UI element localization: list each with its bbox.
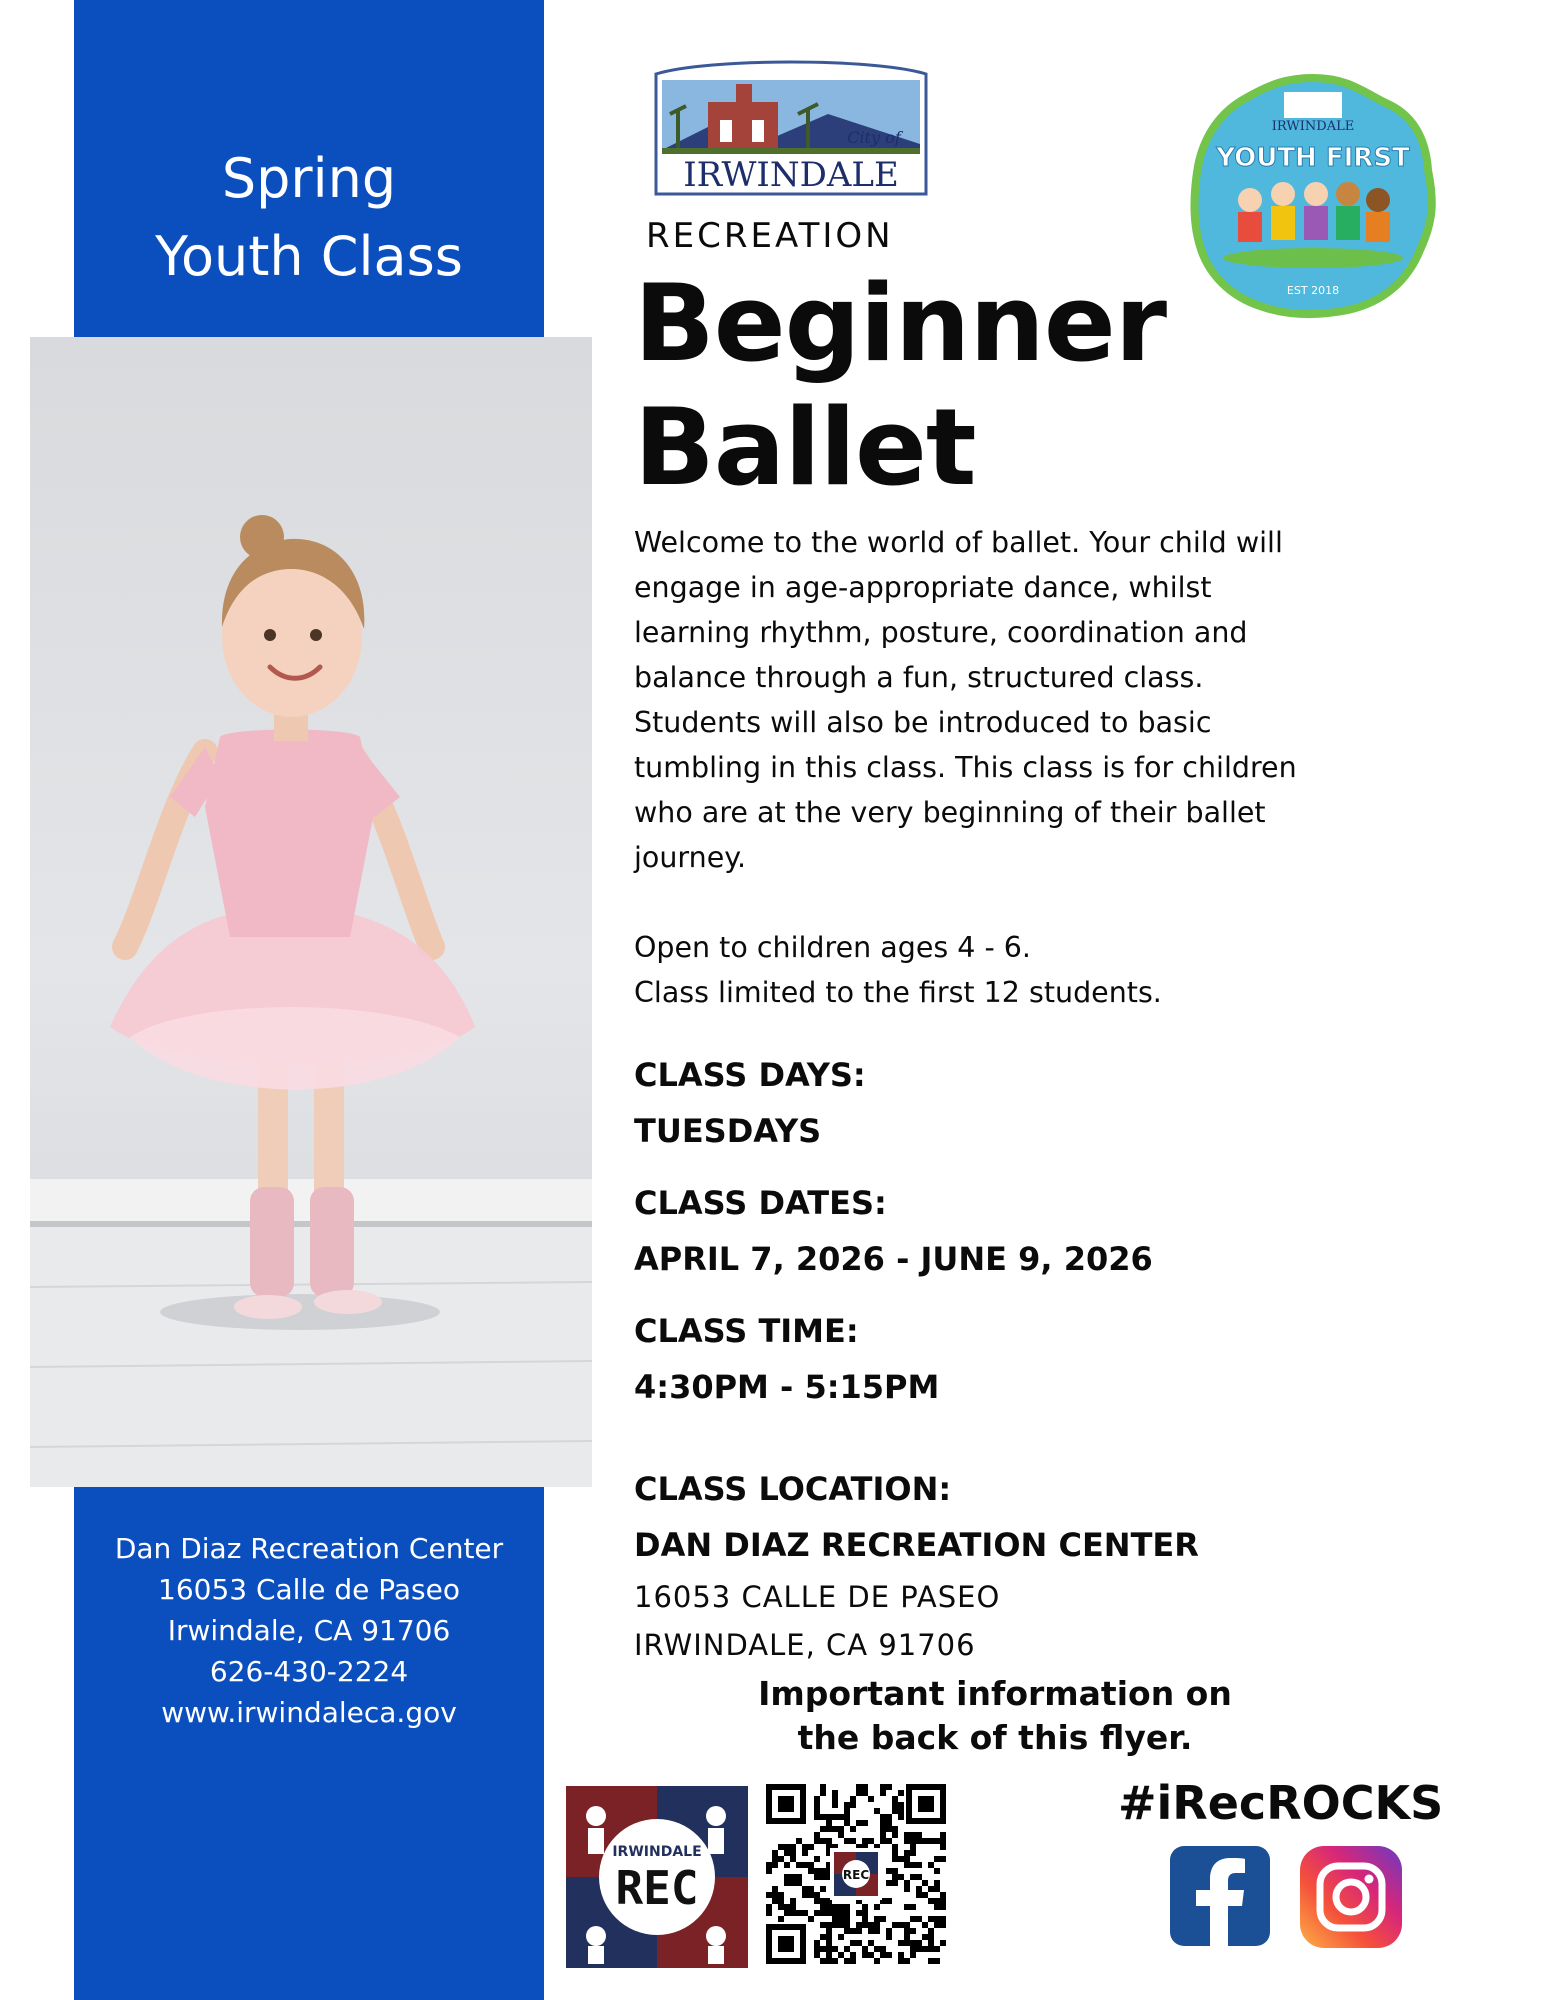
important-note-line2: the back of this flyer. [797, 1718, 1193, 1757]
description-line: learning rhythm, posture, coordination and [634, 616, 1248, 649]
class-location-name: DAN DIAZ RECREATION CENTER [634, 1526, 1199, 1564]
badge-top-text: IRWINDALE [1271, 119, 1355, 134]
description-line: Students will also be introduced to basic [634, 706, 1212, 739]
class-days-value: TUESDAYS [634, 1112, 822, 1150]
class-dates-label: CLASS DATES: [634, 1184, 887, 1222]
class-description [634, 520, 1414, 1015]
youth-first-badge [1188, 70, 1438, 320]
description-line: journey. [634, 841, 747, 874]
qr-code[interactable] [762, 1780, 950, 1968]
page-title [634, 262, 1166, 510]
class-time-value: 4:30PM - 5:15PM [634, 1368, 940, 1406]
badge-est-text: EST 2018 [1286, 284, 1340, 297]
class-time-label: CLASS TIME: [634, 1312, 859, 1350]
description-line: who are at the very beginning of their ballet [634, 796, 1266, 829]
important-note [700, 1672, 1290, 1760]
page-title-line2: Ballet [634, 386, 976, 509]
contact-phone[interactable]: 626-430-2224 [209, 1655, 409, 1688]
class-dates-value: APRIL 7, 2026 - JUNE 9, 2026 [634, 1240, 1153, 1278]
irwindale-rec-logo [566, 1786, 748, 1968]
contact-city: Irwindale, CA 91706 [167, 1614, 451, 1647]
instagram-icon[interactable] [1300, 1846, 1402, 1948]
page-title-line1: Beginner [634, 262, 1166, 385]
class-location-street: 16053 CALLE DE PASEO [634, 1580, 1001, 1614]
contact-info [74, 1528, 544, 1733]
city-of-irwindale-logo [648, 44, 934, 201]
facebook-icon[interactable] [1170, 1846, 1270, 1946]
rec-logo-top-text: IRWINDALE [612, 1844, 702, 1860]
class-location-label: CLASS LOCATION: [634, 1470, 952, 1508]
badge-name-text: YOUTH FIRST [1216, 143, 1410, 173]
logo-irwindale-text: IRWINDALE [683, 155, 899, 195]
important-note-line1: Important information on [758, 1674, 1232, 1713]
department-label: RECREATION [646, 216, 894, 256]
hashtag: #iRecROCKS [1118, 1776, 1444, 1830]
description-line: Welcome to the world of ballet. Your child will [634, 526, 1283, 559]
rec-logo-text: REC [615, 1861, 699, 1915]
class-location-city: IRWINDALE, CA 91706 [634, 1628, 976, 1662]
qr-center-text: REC [842, 1868, 870, 1882]
description-line: engage in age-appropriate dance, whilst [634, 571, 1212, 604]
sidebar-title-line2: Youth Class [155, 225, 463, 288]
class-limit-text: Class limited to the first 12 students. [634, 976, 1162, 1009]
description-line: tumbling in this class. This class is for children [634, 751, 1297, 784]
sidebar-title [74, 140, 544, 296]
contact-name: Dan Diaz Recreation Center [114, 1532, 504, 1565]
ballerina-photo [30, 337, 592, 1487]
contact-website[interactable]: www.irwindaleca.gov [161, 1696, 457, 1729]
class-days-label: CLASS DAYS: [634, 1056, 866, 1094]
logo-city-of-text: City of [847, 128, 901, 147]
sidebar-title-line1: Spring [221, 147, 397, 210]
description-line: balance through a fun, structured class. [634, 661, 1204, 694]
age-range-text: Open to children ages 4 - 6. [634, 931, 1031, 964]
contact-street: 16053 Calle de Paseo [158, 1573, 460, 1606]
